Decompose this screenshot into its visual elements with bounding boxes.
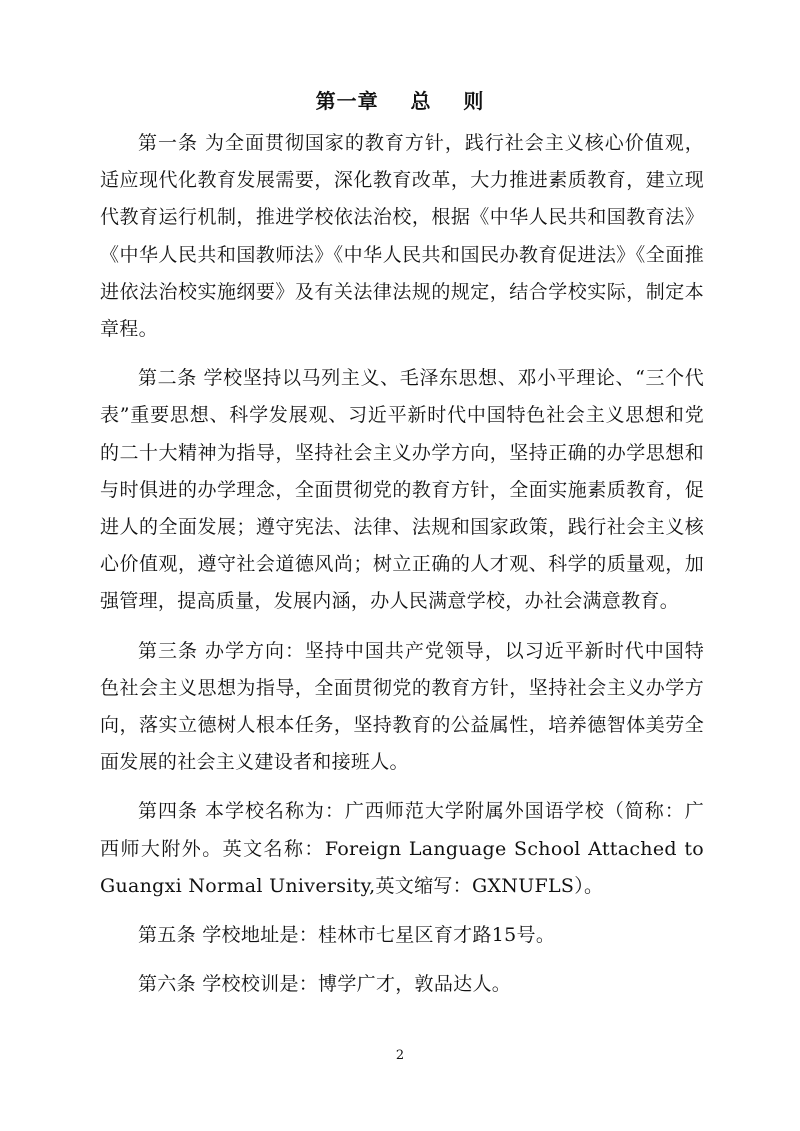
article-5: 第五条 学校地址是：桂林市七星区育才路15号。	[138, 924, 556, 947]
article-2: 第二条 学校坚持以马列主义、毛泽东思想、邓小平理论、“三个代表”重要思想、科学发展观、习近平新时代中国特色社会主义思想和党的二十大精神为指导，坚持社会主义办学方向，坚持正确的办学思想和与时俱进的办学理念，全面贯彻党的教育方针，全面实施素质教育，促进人的全面发展；遵守宪法、法律、法规和国家政策，践行社会主义核心价值观，遵守社会道德风尚；树立正确的人才观、科学的质量观，加强管理，提高质量，发展内涵，办人民满意学校，办社会满意教育。	[100, 367, 704, 613]
article-1: 第一条 为全面贯彻国家的教育方针，践行社会主义核心价值观，适应现代化教育发展需要，深化教育改革，大力推进素质教育，建立现代教育运行机制，推进学校依法治校，根据《中华人民共和国教育法》《中华人民共和国教师法》《中华人民共和国民办教育促进法》《全面推进依法治校实施纲要》及有关法律法规的规定，结合学校实际，制定本章程。	[100, 132, 704, 341]
article-4: 第四条 本学校名称为：广西师范大学附属外国语学校（简称：广西师大附外。英文名称：Foreign Language School Attached to Guangxi Normal University,英文缩写：GXNUFLS）。	[100, 800, 704, 897]
article-3: 第三条 办学方向：坚持中国共产党领导，以习近平新时代中国特色社会主义思想为指导，全面贯彻党的教育方针，坚持社会主义办学方向，落实立德树人根本任务，坚持教育的公益属性，培养德智体美劳全面发展的社会主义建设者和接班人。	[100, 639, 704, 774]
chapter-title: 第一章 总 则	[315, 89, 485, 113]
page-number: 2	[395, 1048, 405, 1063]
article-6: 第六条 学校校训是：博学广才，敦品达人。	[138, 973, 512, 996]
document-body	[100, 125, 704, 1015]
